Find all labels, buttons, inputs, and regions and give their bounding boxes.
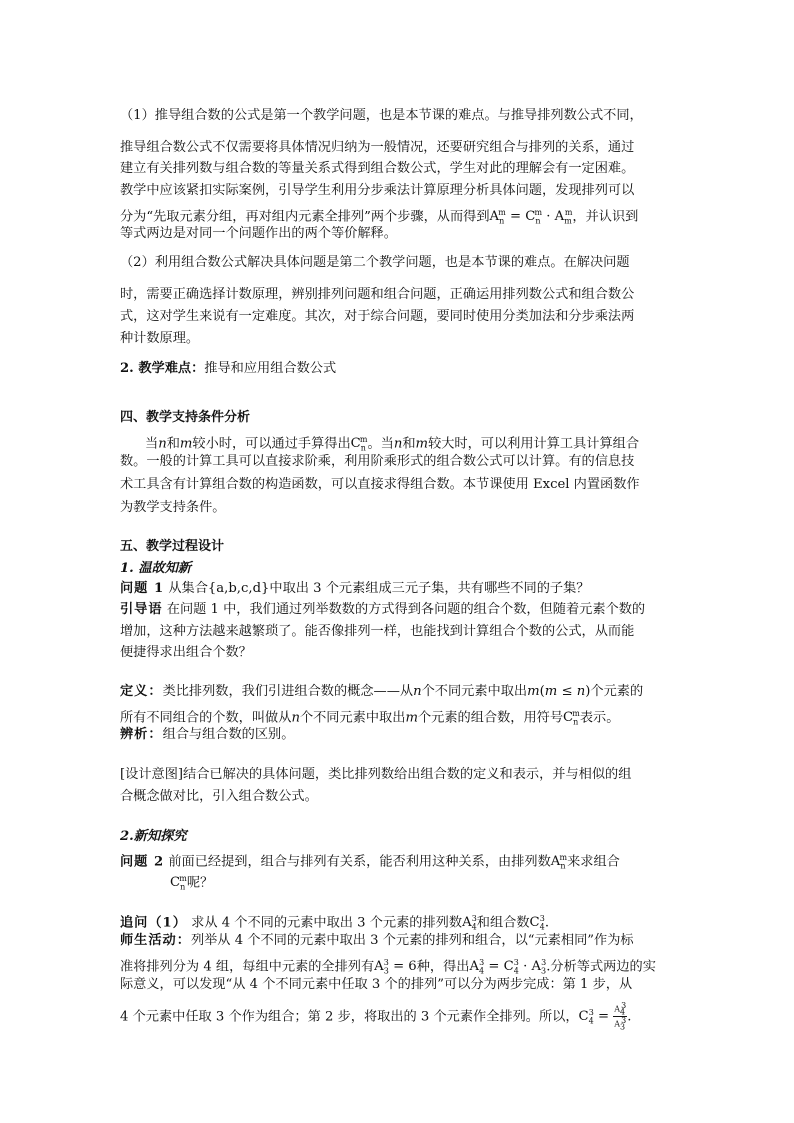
paragraph-1-line-3: 建立有关排列数与组合数的等量关系式得到组合数公式，学生对此的理解会有一定困难。 [120,161,635,176]
f1-c-4-3: $C_4^3$ [529,914,545,933]
f1-t2: 和组合数 [476,915,530,931]
question-1-label: 问题 1 [120,581,165,596]
question-2-label: 问题 2 [120,854,165,870]
act-t1: 列举从 4 个不同的元素中取出 3 个元素的排列和组合，以“元素相同”作为标 [190,933,634,948]
q2-t3: 呢？ [186,875,214,891]
act-t5: 4 个元素中任取 3 个作为组合；第 2 步，将取出的 3 个元素作全排列。所以， [120,1009,579,1025]
s4-t1: 当 [145,436,159,452]
formula-a43-equals-c43-a33: $A_4^3 = C_4^3 \cdot A_3^3$ [469,958,547,977]
s4-t3: 较小时，可以通过手算得出 [192,436,351,452]
paragraph-2-line-3: 式，这对学生来说有一定难度。其次，对于综合问题，要同时使用分类加法和分步乘法两 [120,309,635,324]
s4-t5: 和 [402,436,416,452]
act-t6: . [627,1009,632,1025]
def-var-n-2: n [291,710,300,726]
def-t1: 类比排列数，我们引进组合数的概念——从 [162,684,414,699]
def-var-n: n [413,684,422,699]
paragraph-1-line-4: 教学中应该紧扣实际案例，引导学生利用分步乘法计算原理分析具体问题，发现排列可以 [120,183,635,198]
definition-line-1: 定义：类比排列数，我们引进组合数的概念——从n个不同元素中取出m(m ≤ n)个元素的 [120,684,644,699]
subsection-1-heading: 1. 温故知新 [120,561,192,576]
var-m-2: m [415,436,429,452]
def-t5: 个不同元素中取出 [299,710,406,726]
activity-line-3: 际意义，可以发现“从 4 个不同元素中任取 3 个的排列”可以分为两步完成：第 1 步，从 [120,977,633,992]
def-var-m-2: m [405,710,418,726]
f1-a-4-3: $A_4^3$ [462,914,477,933]
act-t3: 种，得出 [416,959,470,975]
section-4-line-2: 数。一般的计算工具可以直接求阶乘，利用阶乘形式的组合数公式可以计算。有的信息技 [120,454,635,469]
follow-up-1-label: 追问（1） [120,915,187,931]
guide-text-1: 在问题 1 中，我们通过列举数数的方式得到各问题的组合个数，但随着元素个数的 [162,602,646,617]
def-t4: 所有不同组合的个数，叫做从 [120,710,292,726]
q2-t2: 来求组合 [567,854,620,870]
design-intent-line-2: 合概念做对比，引入组合数公式。 [120,789,318,804]
formula-a33-equals-6: $A_3^3 = 6$ [374,958,417,977]
section-4-line-4: 为教学支持条件。 [120,500,226,515]
section-5-heading: 五、教学过程设计 [120,539,225,554]
teaching-difficulty [120,356,680,381]
design-intent-label: [设计意图] [120,767,184,782]
paragraph-2-line-1: （2）利用组合数公式解决具体问题是第二个教学问题，也是本节课的难点。在解决问题 [120,255,630,270]
formula-a-equals-c-times-a: $A_n^m = C_n^m \cdot A_m^m$ [489,208,573,227]
def-var-m-cond: m [527,684,540,699]
discrimination [120,722,680,747]
def-t2: 个不同元素中取出 [421,684,528,699]
paragraph-1-line-6: 等式两边是对同一个问题作出的两个等价解释。 [120,226,397,241]
question-2-line-2 [170,866,730,900]
guide-line-2: 增加，这种方法越来越繁琐了。能否像排列一样，也能找到计算组合个数的公式，从而能 [120,624,635,639]
discrimination-text: 组合与组合数的区别。 [162,727,295,742]
def-symbol-c-n-m: $C_n^m$ [563,709,580,728]
difficulty-label: 2. 教学难点： [120,361,205,376]
design-intent-text-1: 结合已解决的具体问题，类比排列数给出组合数的定义和表示，并与相似的组 [183,767,632,782]
f1-t3: . [544,915,550,931]
var-m: m [179,436,193,452]
activity-line-4 [120,1000,680,1034]
difficulty-text: 推导和应用组合数公式 [204,361,337,376]
act-t4: .分析等式两边的实 [546,959,656,975]
q2-symbol-c-n-m: $C_n^m$ [170,874,187,893]
symbol-c-n-m: $C_n^m$ [350,435,368,454]
q2-symbol-a-n-m: $A_n^m$ [550,853,568,872]
section-4-line-3: 术工具含有计算组合数的构造函数，可以直接求得组合数。本节课使用 Excel 内置函数作 [120,477,640,492]
paragraph-2-line-4: 种计数原理。 [120,331,200,346]
p1-l5-end: ，并认识到 [572,209,639,225]
paragraph-1-line-1: （1）推导组合数的公式是第一个教学问题，也是本节课的难点。与推导排列数公式不同， [120,108,643,123]
s4-t2: 和 [166,436,180,452]
s4-t4: 。当 [367,436,394,452]
definition-label: 定义： [120,684,163,699]
s4-t6: 较大时，可以利用计算工具计算组合 [428,436,640,452]
section-4-heading: 四、教学支持条件分析 [120,410,251,425]
var-n: n [158,436,167,452]
question-1-text: 从集合{a,b,c,d}中取出 3 个元素组成三元子集，共有哪些不同的子集？ [164,581,590,596]
paragraph-1-line-2: 推导组合数公式不仅需要将具体情况归纳为一般情况，还要研究组合与排列的关系，通过 [120,140,635,155]
guide-label: 引导语 [120,602,163,617]
q2-t1: 前面已经提到，组合与排列有关系，能否利用这种关系，由排列数 [164,854,551,870]
def-t3: 个元素的 [590,684,644,699]
subsection-2-heading: 2.新知探究 [120,829,187,844]
paragraph-2-line-2: 时，需要正确选择计数原理，辨别排列问题和组合问题，正确运用排列数公式和组合数公 [120,287,635,302]
formula-c43-fraction: $C_4^3$ = $\frac{A_4^3}{A_3^3}$ [578,1001,627,1032]
var-n-2: n [393,436,403,452]
guide-line-3: 便捷得求出组合个数？ [120,645,252,660]
discrimination-label: 辨析： [120,727,163,742]
f1-t1: 求从 4 个不同的元素中取出 3 个元素的排列数 [186,915,463,931]
def-t7: 表示。 [579,710,620,726]
activity-label: 师生活动： [120,933,191,948]
act-t2: 准将排列分为 4 组，每组中元素的全排列有 [120,959,375,975]
p1-l5-text: 分为“先取元素分组，再对组内元素全排列”两个步骤，从而得到 [120,209,490,225]
def-t6: 个元素的组合数，用符号 [417,710,564,726]
